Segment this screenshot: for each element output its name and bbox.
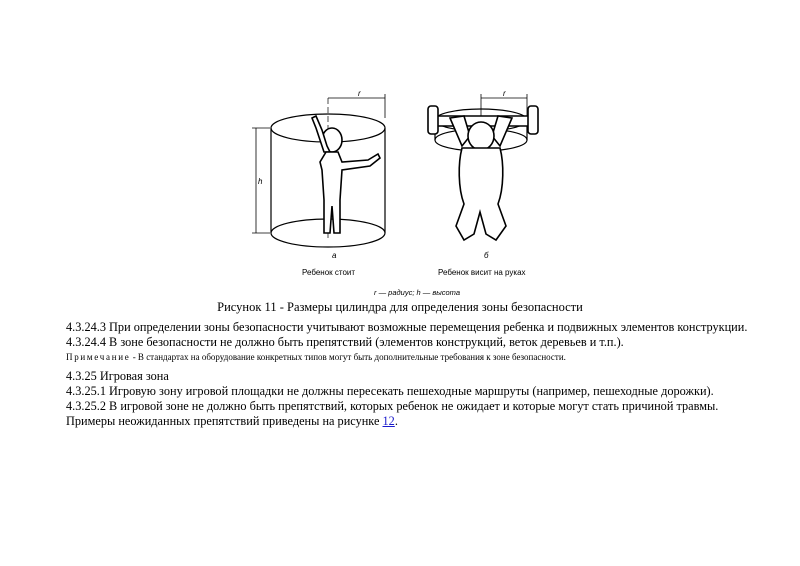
paragraph-4-3-24-4: 4.3.24.4 В зоне безопасности не должно быть препятствий (элементов конструкций, веток деревьев и т.п.).	[66, 335, 624, 349]
caption-child-standing: Ребенок стоит	[302, 268, 356, 277]
note-label: Примечание	[66, 352, 131, 362]
bar-right-support	[528, 106, 538, 134]
label-r-right: r	[503, 89, 506, 98]
label-h: h	[258, 177, 263, 186]
bar-left-support	[428, 106, 438, 134]
cylinder-standing	[252, 94, 385, 247]
figure-safety-cylinder	[250, 88, 570, 302]
examples-end: .	[394, 414, 398, 428]
paragraph-4-3-24-3: 4.3.24.3 При определении зоны безопасности учитывают возможные перемещения ребенка и подвижных элементов конструкции.	[66, 320, 748, 334]
child-standing	[312, 116, 380, 233]
child-hanging	[450, 116, 512, 240]
examples-text: Примеры неожиданных препятствий приведены на рисунке	[66, 414, 383, 428]
caption-child-hanging: Ребенок висит на руках	[438, 268, 526, 277]
figure-caption: Рисунок 11 - Размеры цилиндра для определения зоны безопасности	[217, 300, 583, 314]
label-b: б	[484, 251, 489, 260]
figure-legend: r — радиус; h — высота	[374, 288, 461, 297]
figure-drawing	[250, 88, 570, 302]
figure-12-link[interactable]: 12	[382, 414, 395, 428]
child-body	[320, 152, 380, 233]
paragraph-examples	[66, 414, 766, 429]
label-a: а	[332, 251, 337, 260]
hanging-child-head	[468, 122, 494, 150]
paragraph-4-3-25-2: 4.3.25.2 В игровой зоне не должно быть препятствий, которых ребенок не ожидает и которые могут стать причиной травмы.	[66, 399, 719, 413]
heading-4-3-25: 4.3.25 Игровая зона	[66, 369, 169, 383]
note-block	[66, 352, 766, 362]
hanging-child-body	[456, 148, 506, 240]
note-text: - В стандартах на оборудование конкретных типов могут быть дополнительные требования к зоне безопасности.	[130, 352, 566, 362]
label-r-left: r	[358, 89, 361, 98]
paragraph-4-3-25-1: 4.3.25.1 Игровую зону игровой площадки не должны пересекать пешеходные маршруты (например, пешеходные дорожки).	[66, 384, 714, 398]
